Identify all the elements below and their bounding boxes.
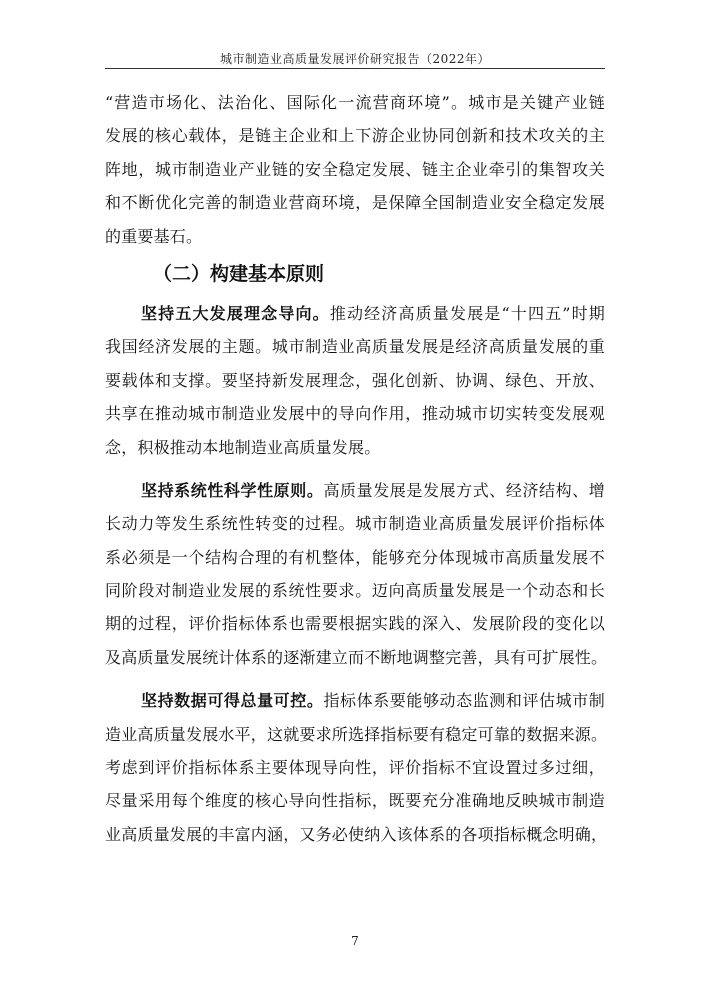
body-line: 尽量采用每个维度的核心导向性指标，既要充分准确地反映城市制造 [105,791,605,811]
page-number: 7 [351,934,359,948]
paragraph-gap [105,464,605,474]
body-line: 长动力等发生系统性转变的过程。城市制造业高质量发展评价指标体 [105,514,605,534]
body-line [105,684,605,717]
body-line: 系必须是一个结构合理的有机整体，能够充分体现城市高质量发展不 [105,547,605,567]
body-line: “营造市场化、法治化、国际化一流营商环境”。城市是关键产业链 [105,93,605,112]
body-line: 念，积极推动本地制造业高质量发展。 [105,437,381,457]
paragraph-gap [105,674,605,684]
body-line [105,297,605,330]
section-heading: （二）构建基本原则 [153,262,325,285]
running-header: 城市制造业高质量发展评价研究报告（2022年） [219,52,491,66]
body-line: 共享在推动城市制造业发展中的导向作用，推动城市切实转变发展观 [105,404,605,424]
principle-paragraph-3 [105,684,608,851]
principle-paragraph-1 [105,297,605,464]
page-body [105,86,608,851]
body-text: 指标体系要能够动态监测和评估城市制 [323,691,605,711]
body-line: 和不断优化完善的制造业营商环境，是保障全国制造业安全稳定发展 [105,193,605,213]
header-rule [105,68,605,69]
principle-lead: 坚持数据可得总量可控。 [141,691,324,711]
body-line: 阵地，城市制造业产业链的安全稳定发展、链主企业牵引的集智攻关 [105,159,605,179]
body-text: 高质量发展是发展方式、经济结构、增 [323,480,605,500]
body-text: 推动经济高质量发展是“十四五”时期 [329,303,605,323]
body-line: 考虑到评价指标体系主要体现导向性，评价指标不宜设置过多过细， [105,758,605,778]
body-line: 期的过程，评价指标体系也需要根据实践的深入、发展阶段的变化以 [105,614,605,634]
body-line: 的重要基石。 [105,226,203,246]
body-line [105,474,605,507]
principle-paragraph-2 [105,474,608,674]
body-line: 造业高质量发展水平，这就要求所选择指标要有稳定可靠的数据来源。 [105,724,608,744]
body-line: 我国经济发展的主题。城市制造业高质量发展是经济高质量发展的重 [105,337,605,357]
body-line: 要载体和支撑。要坚持新发展理念，强化创新、协调、绿色、开放、 [105,370,605,390]
body-line: 发展的核心载体，是链主企业和上下游企业协同创新和技术攻关的主 [105,126,605,146]
principle-lead: 坚持系统性科学性原则。 [141,480,324,500]
body-line: 同阶段对制造业发展的系统性要求。迈向高质量发展是一个动态和长 [105,581,605,601]
intro-paragraph [105,86,605,253]
body-line: 及高质量发展统计体系的逐渐建立而不断地调整完善，具有可扩展性。 [105,647,608,667]
body-line: 业高质量发展的丰富内涵，又务必使纳入该体系的各项指标概念明确， [105,824,608,844]
principle-lead: 坚持五大发展理念导向。 [141,303,330,323]
